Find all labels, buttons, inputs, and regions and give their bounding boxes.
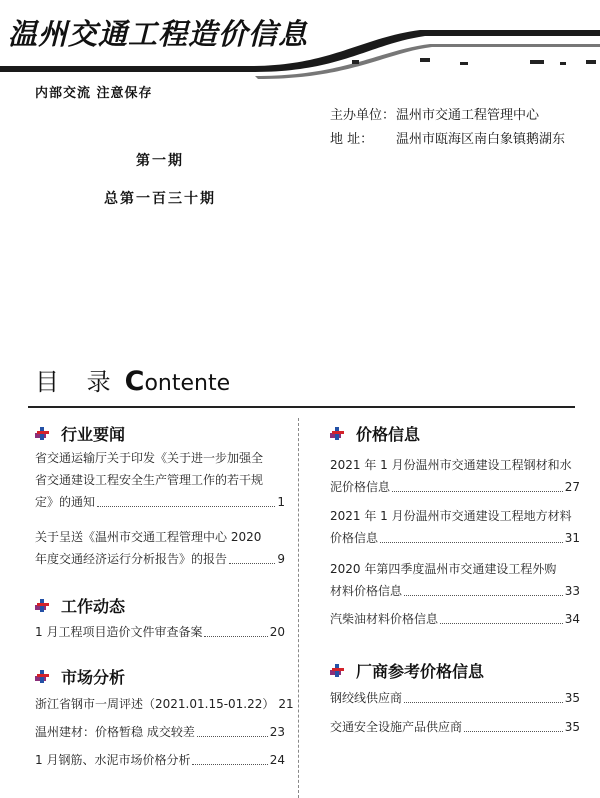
toc-title bbox=[35, 362, 230, 397]
toc-entry[interactable] bbox=[35, 621, 285, 643]
section-price-title: 价格信息 bbox=[356, 425, 421, 444]
entry-line: 省交通建设工程安全生产管理工作的若干规 bbox=[35, 473, 264, 487]
entry-title: 温州建材：价格暂稳 成交较差 bbox=[35, 725, 195, 739]
masthead-title: 温州交通工程造价信息 bbox=[8, 17, 309, 51]
entry-title: 材料价格信息 bbox=[330, 584, 403, 598]
toc-title-en-initial: C bbox=[124, 366, 145, 397]
entry-page: 20 bbox=[269, 625, 285, 639]
section-industry-title: 行业要闻 bbox=[61, 425, 126, 444]
toc-entry[interactable] bbox=[35, 721, 285, 743]
entry-page: 1 bbox=[277, 495, 285, 509]
leader-dots bbox=[204, 636, 267, 637]
host-label: 主办单位： bbox=[330, 108, 396, 123]
leader-dots bbox=[229, 563, 275, 564]
leader-dots bbox=[392, 491, 563, 492]
entry-line: 2020 年第四季度温州市交通建设工程外购 bbox=[330, 562, 557, 576]
entry-title: 汽柴油材料价格信息 bbox=[330, 612, 439, 626]
section-bullet-icon bbox=[330, 427, 346, 441]
entry-title: 价格信息 bbox=[330, 531, 379, 545]
section-market-heading bbox=[35, 665, 125, 688]
total-issue-number: 总第一百三十期 bbox=[104, 191, 216, 207]
section-bullet-icon bbox=[35, 427, 51, 441]
entry-page: 27 bbox=[564, 480, 580, 494]
section-bullet-icon bbox=[330, 664, 346, 678]
section-vendor-title: 厂商参考价格信息 bbox=[356, 662, 485, 681]
leader-dots bbox=[464, 731, 563, 732]
leader-dots bbox=[197, 736, 268, 737]
entry-title: 年度交通经济运行分析报告》的报告 bbox=[35, 552, 228, 566]
section-industry-heading bbox=[35, 422, 125, 445]
section-price-heading bbox=[330, 422, 420, 445]
entry-title: 1 月钢筋、水泥市场价格分析 bbox=[35, 753, 191, 767]
column-divider bbox=[298, 418, 299, 798]
toc-entry[interactable] bbox=[35, 749, 285, 771]
leader-dots bbox=[440, 623, 563, 624]
section-bullet-icon bbox=[35, 599, 51, 613]
entry-page: 23 bbox=[269, 725, 285, 739]
entry-line: 省交通运输厅关于印发《关于进一步加强全 bbox=[35, 451, 264, 465]
address-value: 温州市瓯海区南白象镇鹅湖东 bbox=[396, 132, 566, 147]
entry-page: 31 bbox=[564, 531, 580, 545]
internal-note: 内部交流 注意保存 bbox=[35, 86, 153, 101]
entry-page: 33 bbox=[564, 584, 580, 598]
toc-entry[interactable] bbox=[35, 447, 285, 513]
entry-page: 34 bbox=[564, 612, 580, 626]
entry-page: 21 bbox=[278, 697, 294, 711]
address-label: 地 址： bbox=[330, 132, 374, 147]
entry-title: 1 月工程项目造价文件审查备案 bbox=[35, 625, 203, 639]
section-market-title: 市场分析 bbox=[61, 668, 126, 687]
entry-page: 24 bbox=[269, 753, 285, 767]
leader-dots bbox=[97, 506, 275, 507]
publisher-info bbox=[330, 104, 565, 152]
section-work-title: 工作动态 bbox=[61, 597, 126, 616]
entry-page: 35 bbox=[564, 691, 580, 705]
toc-divider bbox=[28, 406, 575, 408]
entry-page: 35 bbox=[564, 720, 580, 734]
section-work-heading bbox=[35, 594, 125, 617]
entry-title: 交通安全设施产品供应商 bbox=[330, 720, 463, 734]
section-bullet-icon bbox=[35, 670, 51, 684]
host-value: 温州市交通工程管理中心 bbox=[396, 108, 540, 123]
entry-title: 泥价格信息 bbox=[330, 480, 391, 494]
entry-title: 浙江省钢市一周评述（2021.01.15-01.22） bbox=[35, 697, 275, 711]
toc-entry[interactable] bbox=[330, 716, 580, 738]
leader-dots bbox=[404, 702, 563, 703]
toc-entry[interactable] bbox=[330, 558, 580, 602]
entry-line: 2021 年 1 月份温州市交通建设工程钢材和水 bbox=[330, 458, 572, 472]
entry-line: 2021 年 1 月份温州市交通建设工程地方材料 bbox=[330, 509, 572, 523]
issue-number: 第一期 bbox=[136, 153, 184, 169]
toc-entry[interactable] bbox=[35, 693, 294, 715]
toc-title-cn: 目 录 bbox=[35, 368, 121, 396]
toc-entry[interactable] bbox=[330, 505, 580, 549]
section-vendor-heading bbox=[330, 659, 484, 682]
toc-entry[interactable] bbox=[330, 687, 580, 709]
toc-entry[interactable] bbox=[35, 526, 285, 570]
toc-entry[interactable] bbox=[330, 454, 580, 498]
entry-line: 关于呈送《温州市交通工程管理中心 2020 bbox=[35, 530, 262, 544]
toc-entry[interactable] bbox=[330, 608, 580, 630]
leader-dots bbox=[380, 542, 563, 543]
entry-title: 钢绞线供应商 bbox=[330, 691, 403, 705]
entry-title: 定》的通知 bbox=[35, 495, 96, 509]
entry-page: 9 bbox=[277, 552, 285, 566]
leader-dots bbox=[192, 764, 267, 765]
toc-title-en-rest: ontente bbox=[144, 371, 231, 396]
leader-dots bbox=[404, 595, 563, 596]
